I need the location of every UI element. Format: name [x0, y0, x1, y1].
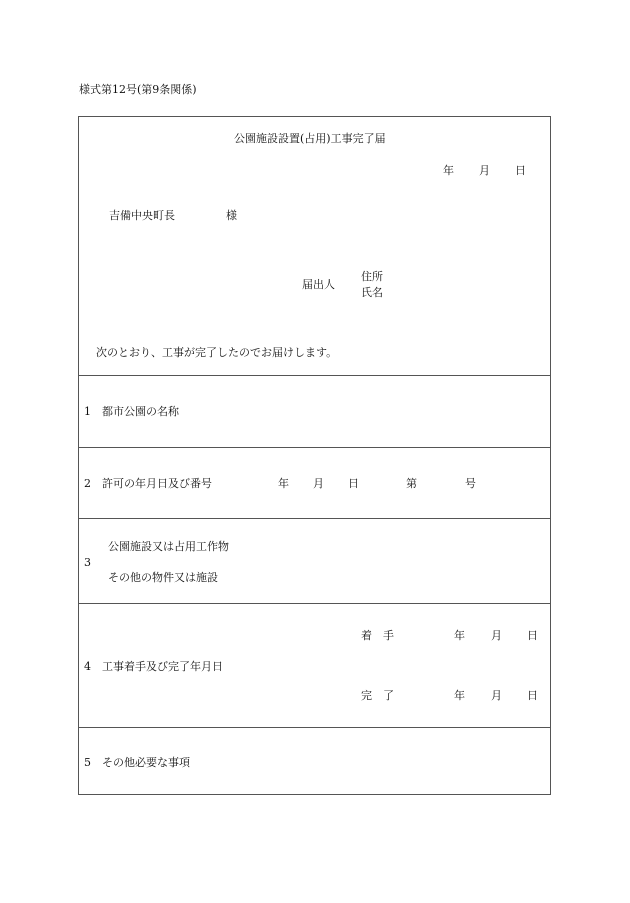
item-1-number: 1: [84, 405, 91, 418]
item-4-start-month: 月: [491, 629, 502, 642]
item-3-number: 3: [84, 556, 91, 569]
divider: [79, 447, 550, 448]
divider: [79, 727, 550, 728]
date-month: 月: [479, 164, 490, 177]
item-4-end-day: 日: [527, 689, 538, 702]
item-2-dai: 第: [406, 477, 417, 490]
item-4-end-month: 月: [491, 689, 502, 702]
form-title: 公園施設設置(占用)工事完了届: [234, 132, 386, 145]
statement-text: 次のとおり、工事が完了したのでお届けします。: [96, 346, 338, 359]
date-year: 年: [443, 164, 454, 177]
item-4-start-label: 着 手: [361, 629, 394, 642]
applicant-label: 届出人: [302, 278, 335, 291]
name-label: 氏名: [361, 286, 383, 299]
item-2-day: 日: [348, 477, 359, 490]
item-4-end-year: 年: [454, 689, 465, 702]
item-4-start-day: 日: [527, 629, 538, 642]
item-4-end-label: 完 了: [361, 689, 394, 702]
date-day: 日: [515, 164, 526, 177]
item-2-label: 許可の年月日及び番号: [102, 477, 212, 490]
item-5-label: その他必要な事項: [102, 756, 190, 769]
item-2-month: 月: [313, 477, 324, 490]
divider: [79, 375, 550, 376]
item-5-number: 5: [84, 756, 91, 769]
item-1-label: 都市公園の名称: [102, 405, 179, 418]
item-4-label: 工事着手及び完了年月日: [102, 660, 223, 673]
item-3-line1: 公園施設又は占用工作物: [108, 540, 229, 553]
item-2-year: 年: [278, 477, 289, 490]
form-number: 様式第12号(第9条関係): [79, 83, 197, 96]
item-3-line2: その他の物件又は施設: [108, 571, 218, 584]
form-box: [78, 116, 551, 795]
divider: [79, 603, 550, 604]
addressee-honorific: 様: [226, 209, 237, 222]
item-2-number: 2: [84, 477, 91, 490]
item-2-gou: 号: [465, 477, 476, 490]
item-4-start-year: 年: [454, 629, 465, 642]
address-label: 住所: [361, 270, 383, 283]
addressee-name: 吉備中央町長: [109, 209, 175, 222]
item-4-number: 4: [84, 660, 91, 673]
divider: [79, 518, 550, 519]
